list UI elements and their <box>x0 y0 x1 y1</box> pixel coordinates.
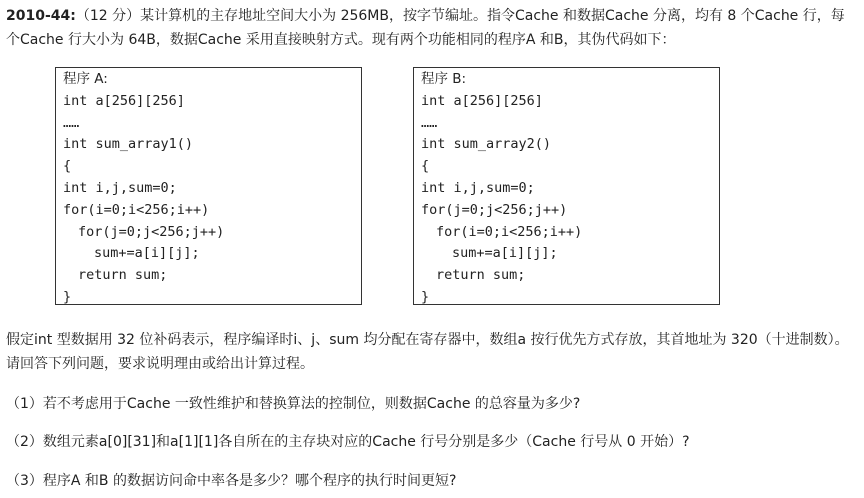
program-a-line: } <box>63 289 72 305</box>
program-b-line: int sum_array2() <box>421 136 552 152</box>
program-b-line: for(j=0;j<256;j++) <box>421 202 568 218</box>
program-a-line: { <box>63 158 72 174</box>
program-a-line: for(i=0;i<256;i++) <box>63 202 210 218</box>
question-2: （2）数组元素a[0][31]和a[1][1]各自所在的主存块对应的Cache 行号分别是多少（Cache 行号从 0 开始）? <box>6 434 690 450</box>
assumption-text: 假定int 型数据用 32 位补码表示，程序编译时i、j、sum 均分配在寄存器中，数组a 按行优先方式存放，其首地址为 320（十进制数）。请回答下列问题，要求说明理由或给出计算过程。 <box>6 332 849 372</box>
question-1: （1）若不考虑用于Cache 一致性维护和替换算法的控制位，则数据Cache 的总容量为多少? <box>6 396 581 412</box>
program-b-line: …… <box>421 115 438 131</box>
program-b-line: int i,j,sum=0; <box>421 180 535 196</box>
program-a-code-box <box>55 67 362 305</box>
program-b-line: int a[256][256] <box>421 93 543 109</box>
program-a-line: return sum; <box>78 267 168 283</box>
question-id: 2010-44: <box>6 8 76 24</box>
program-b-line: return sum; <box>436 267 526 283</box>
program-b-line: } <box>421 289 430 305</box>
question-intro-text: （12 分）某计算机的主存地址空间大小为 256MB，按字节编址。指令Cache 和数据Cache 分离，均有 8 个Cache 行，每个Cache 行大小为 64B，数据Cache 采用直接映射方式。现有两个功能相同的程序A 和B，其伪代码如下： <box>6 8 845 48</box>
program-a-line: int a[256][256] <box>63 93 185 109</box>
program-b-line: { <box>421 158 430 174</box>
program-b-code-box <box>413 67 720 305</box>
program-a-line: for(j=0;j<256;j++) <box>78 224 225 240</box>
program-a-title: 程序 A: <box>63 71 108 87</box>
program-a-line: int sum_array1() <box>63 136 194 152</box>
question-intro <box>6 4 858 52</box>
program-a-line: …… <box>63 115 80 131</box>
question-3: （3）程序A 和B 的数据访问命中率各是多少？哪个程序的执行时间更短? <box>6 473 457 489</box>
program-a-line: int i,j,sum=0; <box>63 180 177 196</box>
program-b-line: for(i=0;i<256;i++) <box>436 224 583 240</box>
program-a-line: sum+=a[i][j]; <box>94 245 200 261</box>
program-b-title: 程序 B: <box>421 71 467 87</box>
program-b-line: sum+=a[i][j]; <box>452 245 558 261</box>
